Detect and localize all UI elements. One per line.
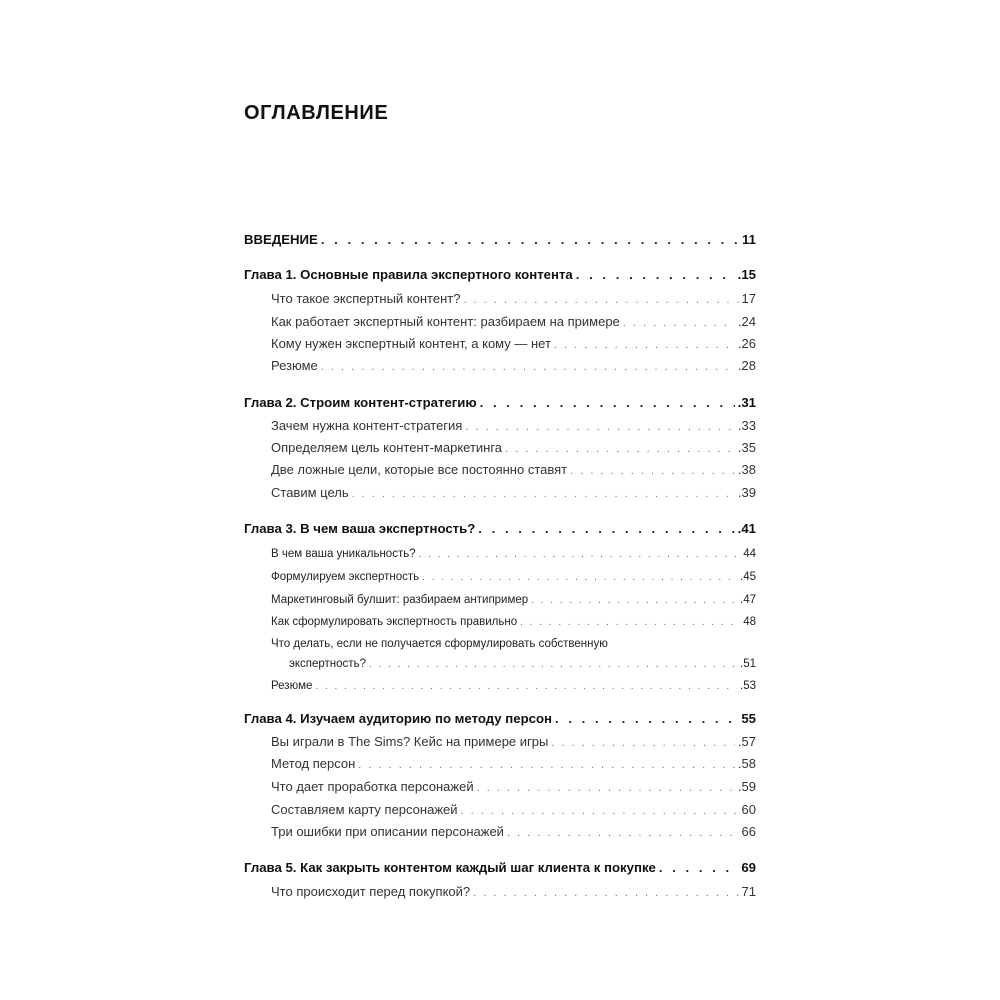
toc-entry-continuation[interactable] (244, 658, 756, 670)
entry-page: 48 (743, 616, 756, 628)
toc-entry-intro[interactable] (244, 232, 756, 247)
entry-page: .53 (740, 680, 756, 692)
entry-label: Глава 3. В чем ваша экспертность? (244, 521, 476, 536)
leader-dots (465, 421, 735, 433)
entry-label: Что делать, если не получается сформулировать собственную (271, 638, 608, 650)
entry-page: 71 (741, 884, 756, 899)
entry-label: Ставим цель (271, 485, 349, 500)
entry-label: Составляем карту персонажей (271, 802, 458, 817)
entry-label: Глава 1. Основные правила экспертного контента (244, 267, 573, 282)
toc-entry[interactable] (244, 734, 756, 749)
leader-dots (555, 711, 738, 726)
leader-dots (358, 759, 735, 771)
toc-entry-chapter-3[interactable] (244, 521, 756, 536)
leader-dots (477, 782, 735, 794)
entry-page: 60 (741, 802, 756, 817)
entry-page: .24 (737, 314, 756, 329)
entry-label: Три ошибки при описании персонажей (271, 824, 504, 839)
entry-label: Метод персон (271, 756, 356, 771)
toc-heading: ОГЛАВЛЕНИЕ (244, 102, 389, 124)
toc-entry[interactable] (244, 418, 756, 433)
toc-entry[interactable] (244, 358, 756, 373)
leader-dots (321, 361, 735, 373)
toc-entry-chapter-5[interactable] (244, 860, 756, 875)
toc-entry-chapter-1[interactable] (244, 267, 756, 282)
entry-label: Формулируем экспертность (271, 571, 420, 583)
toc-entry[interactable] (244, 462, 756, 477)
entry-page: .58 (737, 756, 756, 771)
leader-dots (419, 549, 741, 560)
leader-dots (473, 887, 738, 899)
leader-dots (321, 232, 739, 247)
entry-page: .59 (737, 779, 756, 794)
leader-dots (315, 681, 737, 692)
entry-label: Что происходит перед покупкой? (271, 884, 471, 899)
entry-page: 44 (743, 548, 756, 560)
entry-label: Как работает экспертный контент: разбираем на примере (271, 314, 620, 329)
toc-entry[interactable] (244, 440, 756, 455)
toc-entry[interactable] (244, 291, 756, 306)
toc-entry[interactable] (244, 594, 756, 606)
entry-label: Две ложные цели, которые все постоянно ставят (271, 462, 568, 477)
entry-label: Определяем цель контент-маркетинга (271, 440, 503, 455)
entry-page: 11 (742, 232, 756, 247)
leader-dots (478, 521, 734, 536)
entry-label: Резюме (271, 680, 313, 692)
leader-dots (623, 317, 735, 329)
toc-entry-chapter-2[interactable] (244, 395, 756, 410)
entry-label: Кому нужен экспертный контент, а кому — нет (271, 336, 551, 351)
toc-entry[interactable] (244, 884, 756, 899)
entry-label: Что дает проработка персонажей (271, 779, 474, 794)
entry-page: .45 (740, 571, 756, 583)
leader-dots (507, 827, 739, 839)
entry-page: .33 (737, 418, 756, 433)
entry-label: Зачем нужна контент-стратегия (271, 418, 463, 433)
entry-label: экспертность? (289, 658, 366, 670)
leader-dots (659, 860, 738, 875)
toc-page (244, 0, 756, 1000)
entry-page: .41 (737, 521, 756, 536)
entry-label: В чем ваша уникальность? (271, 548, 416, 560)
toc-entry[interactable] (244, 485, 756, 500)
entry-page: .28 (737, 358, 756, 373)
entry-label: Как сформулировать экспертность правильно (271, 616, 518, 628)
leader-dots (554, 339, 735, 351)
toc-entry-chapter-4[interactable] (244, 711, 756, 726)
leader-dots (505, 443, 735, 455)
entry-page: 66 (741, 824, 756, 839)
toc-entry[interactable] (244, 548, 756, 560)
entry-label: Глава 2. Строим контент-стратегию (244, 395, 477, 410)
entry-page: .39 (737, 485, 756, 500)
entry-page: .38 (737, 462, 756, 477)
entry-page: .57 (737, 734, 756, 749)
toc-entry[interactable] (244, 779, 756, 794)
toc-entry[interactable] (244, 824, 756, 839)
entry-page: .31 (737, 395, 756, 410)
toc-entry[interactable] (244, 756, 756, 771)
entry-page: .51 (740, 658, 756, 670)
toc-entry[interactable] (244, 680, 756, 692)
leader-dots (369, 659, 737, 670)
leader-dots (352, 488, 735, 500)
leader-dots (480, 395, 735, 410)
entry-page: .26 (737, 336, 756, 351)
leader-dots (520, 617, 740, 628)
leader-dots (551, 737, 735, 749)
entry-page: 55 (741, 711, 756, 726)
entry-page: .35 (737, 440, 756, 455)
entry-label: Вы играли в The Sims? Кейс на примере игры (271, 734, 549, 749)
entry-page: 69 (741, 860, 756, 875)
toc-entry-first-line[interactable] (244, 638, 756, 650)
toc-entry[interactable] (244, 336, 756, 351)
entry-label: Маркетинговый булшит: разбираем антипример (271, 594, 529, 606)
leader-dots (576, 267, 735, 282)
entry-label: Резюме (271, 358, 318, 373)
toc-entry[interactable] (244, 571, 756, 583)
entry-page: .15 (737, 267, 756, 282)
entry-page: .47 (740, 594, 756, 606)
toc-entry[interactable] (244, 802, 756, 817)
toc-entry[interactable] (244, 616, 756, 628)
leader-dots (570, 465, 735, 477)
entry-label: Глава 5. Как закрыть контентом каждый шаг клиента к покупке (244, 860, 656, 875)
leader-dots (422, 572, 737, 583)
entry-label: ВВЕДЕНИЕ (244, 232, 318, 247)
leader-dots (463, 294, 738, 306)
entry-label: Что такое экспертный контент? (271, 291, 461, 306)
entry-label: Глава 4. Изучаем аудиторию по методу персон (244, 711, 552, 726)
leader-dots (461, 805, 739, 817)
toc-entry[interactable] (244, 314, 756, 329)
entry-page: 17 (741, 291, 756, 306)
leader-dots (531, 595, 737, 606)
